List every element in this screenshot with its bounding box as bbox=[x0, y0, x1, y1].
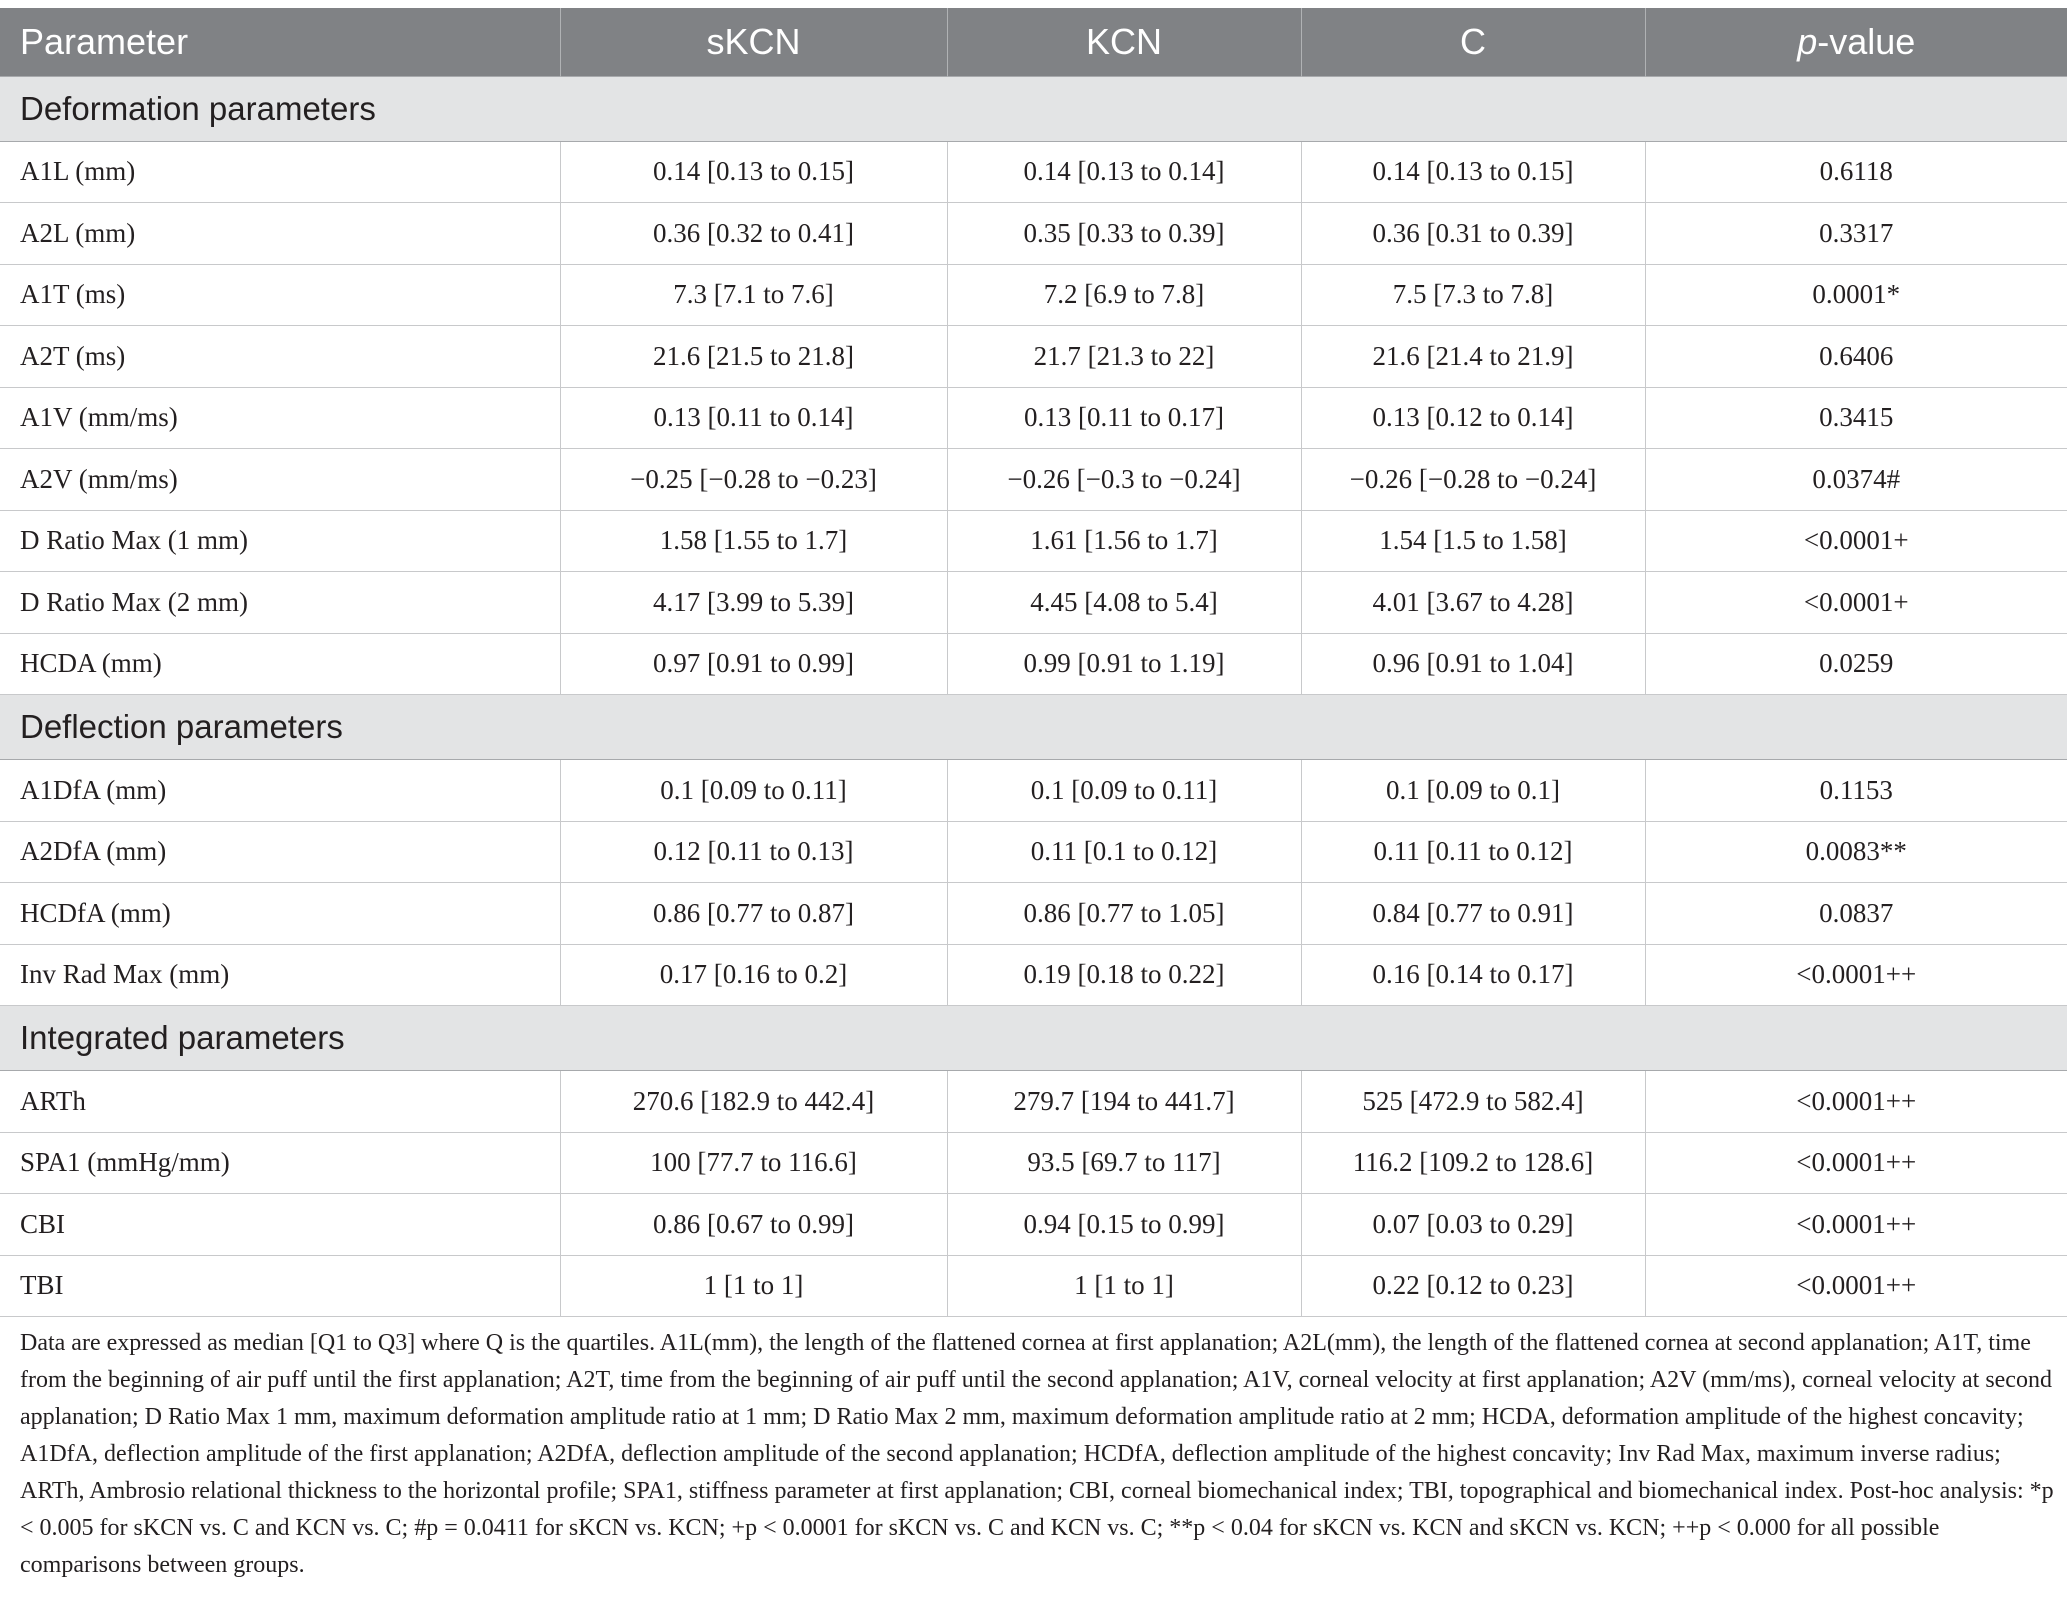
table-row bbox=[0, 1071, 2067, 1133]
skcn-cell: 1 [1 to 1] bbox=[560, 1255, 947, 1317]
skcn-cell: 0.97 [0.91 to 0.99] bbox=[560, 633, 947, 695]
pvalue-cell: 0.0837 bbox=[1645, 883, 2067, 945]
kcn-cell: 0.14 [0.13 to 0.14] bbox=[947, 141, 1301, 203]
parameter-cell: D Ratio Max (2 mm) bbox=[0, 572, 560, 634]
pvalue-cell: 0.0374# bbox=[1645, 449, 2067, 511]
kcn-cell: 7.2 [6.9 to 7.8] bbox=[947, 264, 1301, 326]
pvalue-cell: <0.0001++ bbox=[1645, 1255, 2067, 1317]
kcn-cell: 0.19 [0.18 to 0.22] bbox=[947, 944, 1301, 1006]
parameter-cell: A1L (mm) bbox=[0, 141, 560, 203]
parameter-cell: A2V (mm/ms) bbox=[0, 449, 560, 511]
skcn-cell: 0.14 [0.13 to 0.15] bbox=[560, 141, 947, 203]
table-row bbox=[0, 264, 2067, 326]
parameter-cell: Inv Rad Max (mm) bbox=[0, 944, 560, 1006]
parameter-cell: HCDA (mm) bbox=[0, 633, 560, 695]
kcn-cell: 1 [1 to 1] bbox=[947, 1255, 1301, 1317]
pvalue-cell: 0.0001* bbox=[1645, 264, 2067, 326]
parameter-cell: HCDfA (mm) bbox=[0, 883, 560, 945]
kcn-cell: 0.11 [0.1 to 0.12] bbox=[947, 821, 1301, 883]
table-row bbox=[0, 387, 2067, 449]
header-row bbox=[0, 8, 2067, 76]
parameter-cell: ARTh bbox=[0, 1071, 560, 1133]
pvalue-cell: <0.0001++ bbox=[1645, 1071, 2067, 1133]
parameter-cell: SPA1 (mmHg/mm) bbox=[0, 1132, 560, 1194]
section-title: Deflection parameters bbox=[0, 695, 2067, 760]
skcn-cell: 0.1 [0.09 to 0.11] bbox=[560, 760, 947, 822]
header-pvalue bbox=[1645, 8, 2067, 76]
table-row bbox=[0, 510, 2067, 572]
table-row bbox=[0, 633, 2067, 695]
table-row bbox=[0, 1255, 2067, 1317]
table-row bbox=[0, 449, 2067, 511]
parameter-cell: A2L (mm) bbox=[0, 203, 560, 265]
pvalue-cell: <0.0001+ bbox=[1645, 510, 2067, 572]
header-kcn: KCN bbox=[947, 8, 1301, 76]
table-row bbox=[0, 944, 2067, 1006]
kcn-cell: 0.13 [0.11 to 0.17] bbox=[947, 387, 1301, 449]
table-row bbox=[0, 1132, 2067, 1194]
table-row bbox=[0, 326, 2067, 388]
c-cell: 0.22 [0.12 to 0.23] bbox=[1301, 1255, 1645, 1317]
c-cell: 1.54 [1.5 to 1.58] bbox=[1301, 510, 1645, 572]
kcn-cell: 0.35 [0.33 to 0.39] bbox=[947, 203, 1301, 265]
header-parameter: Parameter bbox=[0, 8, 560, 76]
parameter-cell: TBI bbox=[0, 1255, 560, 1317]
results-table-container bbox=[0, 8, 2067, 1317]
pvalue-cell: 0.3317 bbox=[1645, 203, 2067, 265]
c-cell: 525 [472.9 to 582.4] bbox=[1301, 1071, 1645, 1133]
header-c: C bbox=[1301, 8, 1645, 76]
c-cell: −0.26 [−0.28 to −0.24] bbox=[1301, 449, 1645, 511]
skcn-cell: 0.86 [0.67 to 0.99] bbox=[560, 1194, 947, 1256]
pvalue-cell: <0.0001++ bbox=[1645, 1194, 2067, 1256]
c-cell: 0.36 [0.31 to 0.39] bbox=[1301, 203, 1645, 265]
c-cell: 0.84 [0.77 to 0.91] bbox=[1301, 883, 1645, 945]
header-pvalue-p: p bbox=[1797, 20, 1818, 62]
pvalue-cell: 0.0259 bbox=[1645, 633, 2067, 695]
c-cell: 0.07 [0.03 to 0.29] bbox=[1301, 1194, 1645, 1256]
table-header bbox=[0, 8, 2067, 76]
table-row bbox=[0, 572, 2067, 634]
pvalue-cell: <0.0001+ bbox=[1645, 572, 2067, 634]
kcn-cell: 1.61 [1.56 to 1.7] bbox=[947, 510, 1301, 572]
c-cell: 0.96 [0.91 to 1.04] bbox=[1301, 633, 1645, 695]
skcn-cell: 270.6 [182.9 to 442.4] bbox=[560, 1071, 947, 1133]
c-cell: 0.16 [0.14 to 0.17] bbox=[1301, 944, 1645, 1006]
pvalue-cell: <0.0001++ bbox=[1645, 1132, 2067, 1194]
kcn-cell: 4.45 [4.08 to 5.4] bbox=[947, 572, 1301, 634]
parameter-cell: A1T (ms) bbox=[0, 264, 560, 326]
section-header-row bbox=[0, 76, 2067, 141]
parameter-cell: A2DfA (mm) bbox=[0, 821, 560, 883]
skcn-cell: 0.86 [0.77 to 0.87] bbox=[560, 883, 947, 945]
section-title: Integrated parameters bbox=[0, 1006, 2067, 1071]
table-row bbox=[0, 760, 2067, 822]
section-header-row bbox=[0, 695, 2067, 760]
pvalue-cell: 0.0083** bbox=[1645, 821, 2067, 883]
skcn-cell: 0.13 [0.11 to 0.14] bbox=[560, 387, 947, 449]
pvalue-cell: 0.1153 bbox=[1645, 760, 2067, 822]
c-cell: 21.6 [21.4 to 21.9] bbox=[1301, 326, 1645, 388]
header-pvalue-suffix: -value bbox=[1817, 20, 1916, 62]
header-skcn: sKCN bbox=[560, 8, 947, 76]
kcn-cell: 0.99 [0.91 to 1.19] bbox=[947, 633, 1301, 695]
table-row bbox=[0, 203, 2067, 265]
skcn-cell: 100 [77.7 to 116.6] bbox=[560, 1132, 947, 1194]
parameter-cell: D Ratio Max (1 mm) bbox=[0, 510, 560, 572]
table-row bbox=[0, 821, 2067, 883]
pvalue-cell: 0.6118 bbox=[1645, 141, 2067, 203]
table-row bbox=[0, 883, 2067, 945]
skcn-cell: −0.25 [−0.28 to −0.23] bbox=[560, 449, 947, 511]
section-header-row bbox=[0, 1006, 2067, 1071]
skcn-cell: 0.17 [0.16 to 0.2] bbox=[560, 944, 947, 1006]
table-row bbox=[0, 141, 2067, 203]
parameter-cell: A2T (ms) bbox=[0, 326, 560, 388]
section-title: Deformation parameters bbox=[0, 76, 2067, 141]
table-row bbox=[0, 1194, 2067, 1256]
kcn-cell: 93.5 [69.7 to 117] bbox=[947, 1132, 1301, 1194]
pvalue-cell: 0.6406 bbox=[1645, 326, 2067, 388]
skcn-cell: 0.12 [0.11 to 0.13] bbox=[560, 821, 947, 883]
parameter-cell: A1DfA (mm) bbox=[0, 760, 560, 822]
skcn-cell: 1.58 [1.55 to 1.7] bbox=[560, 510, 947, 572]
results-table bbox=[0, 8, 2067, 1317]
table-body bbox=[0, 76, 2067, 1317]
parameter-cell: A1V (mm/ms) bbox=[0, 387, 560, 449]
kcn-cell: 0.86 [0.77 to 1.05] bbox=[947, 883, 1301, 945]
kcn-cell: 0.1 [0.09 to 0.11] bbox=[947, 760, 1301, 822]
skcn-cell: 4.17 [3.99 to 5.39] bbox=[560, 572, 947, 634]
kcn-cell: 279.7 [194 to 441.7] bbox=[947, 1071, 1301, 1133]
c-cell: 0.13 [0.12 to 0.14] bbox=[1301, 387, 1645, 449]
pvalue-cell: 0.3415 bbox=[1645, 387, 2067, 449]
skcn-cell: 21.6 [21.5 to 21.8] bbox=[560, 326, 947, 388]
c-cell: 7.5 [7.3 to 7.8] bbox=[1301, 264, 1645, 326]
table-footnote: Data are expressed as median [Q1 to Q3] where Q is the quartiles. A1L(mm), the length of the flattened cornea at first applanation; A2L(mm), the length of the flattened cornea at second applanation; A1T, time from the beginning of air puff until the first applanation; A2T, time from the beginning of air puff until the second applanation; A1V, corneal velocity at first applanation; A2V (mm/ms), corneal velocity at second applanation; D Ratio Max 1 mm, maximum deformation amplitude ratio at 1 mm; D Ratio Max 2 mm, maximum deformation amplitude ratio at 2 mm; HCDA, deformation amplitude of the highest concavity; A1DfA, deflection amplitude of the first applanation; A2DfA, deflection amplitude of the second applanation; HCDfA, deflection amplitude of the highest concavity; Inv Rad Max, maximum inverse radius; ARTh, Ambrosio relational thickness to the horizontal profile; SPA1, stiffness parameter at first applanation; CBI, corneal biomechanical index; TBI, topographical and biomechanical index. Post-hoc analysis: *p < 0.005 for sKCN vs. C and KCN vs. C; #p = 0.0411 for sKCN vs. KCN; +p < 0.0001 for sKCN vs. C and KCN vs. C; **p < 0.04 for sKCN vs. KCN and sKCN vs. KCN; ++p < 0.000 for all possible comparisons between groups. bbox=[20, 1330, 2054, 1578]
c-cell: 0.11 [0.11 to 0.12] bbox=[1301, 821, 1645, 883]
kcn-cell: −0.26 [−0.3 to −0.24] bbox=[947, 449, 1301, 511]
c-cell: 0.14 [0.13 to 0.15] bbox=[1301, 141, 1645, 203]
kcn-cell: 0.94 [0.15 to 0.99] bbox=[947, 1194, 1301, 1256]
c-cell: 116.2 [109.2 to 128.6] bbox=[1301, 1132, 1645, 1194]
kcn-cell: 21.7 [21.3 to 22] bbox=[947, 326, 1301, 388]
skcn-cell: 7.3 [7.1 to 7.6] bbox=[560, 264, 947, 326]
skcn-cell: 0.36 [0.32 to 0.41] bbox=[560, 203, 947, 265]
c-cell: 0.1 [0.09 to 0.1] bbox=[1301, 760, 1645, 822]
parameter-cell: CBI bbox=[0, 1194, 560, 1256]
pvalue-cell: <0.0001++ bbox=[1645, 944, 2067, 1006]
c-cell: 4.01 [3.67 to 4.28] bbox=[1301, 572, 1645, 634]
